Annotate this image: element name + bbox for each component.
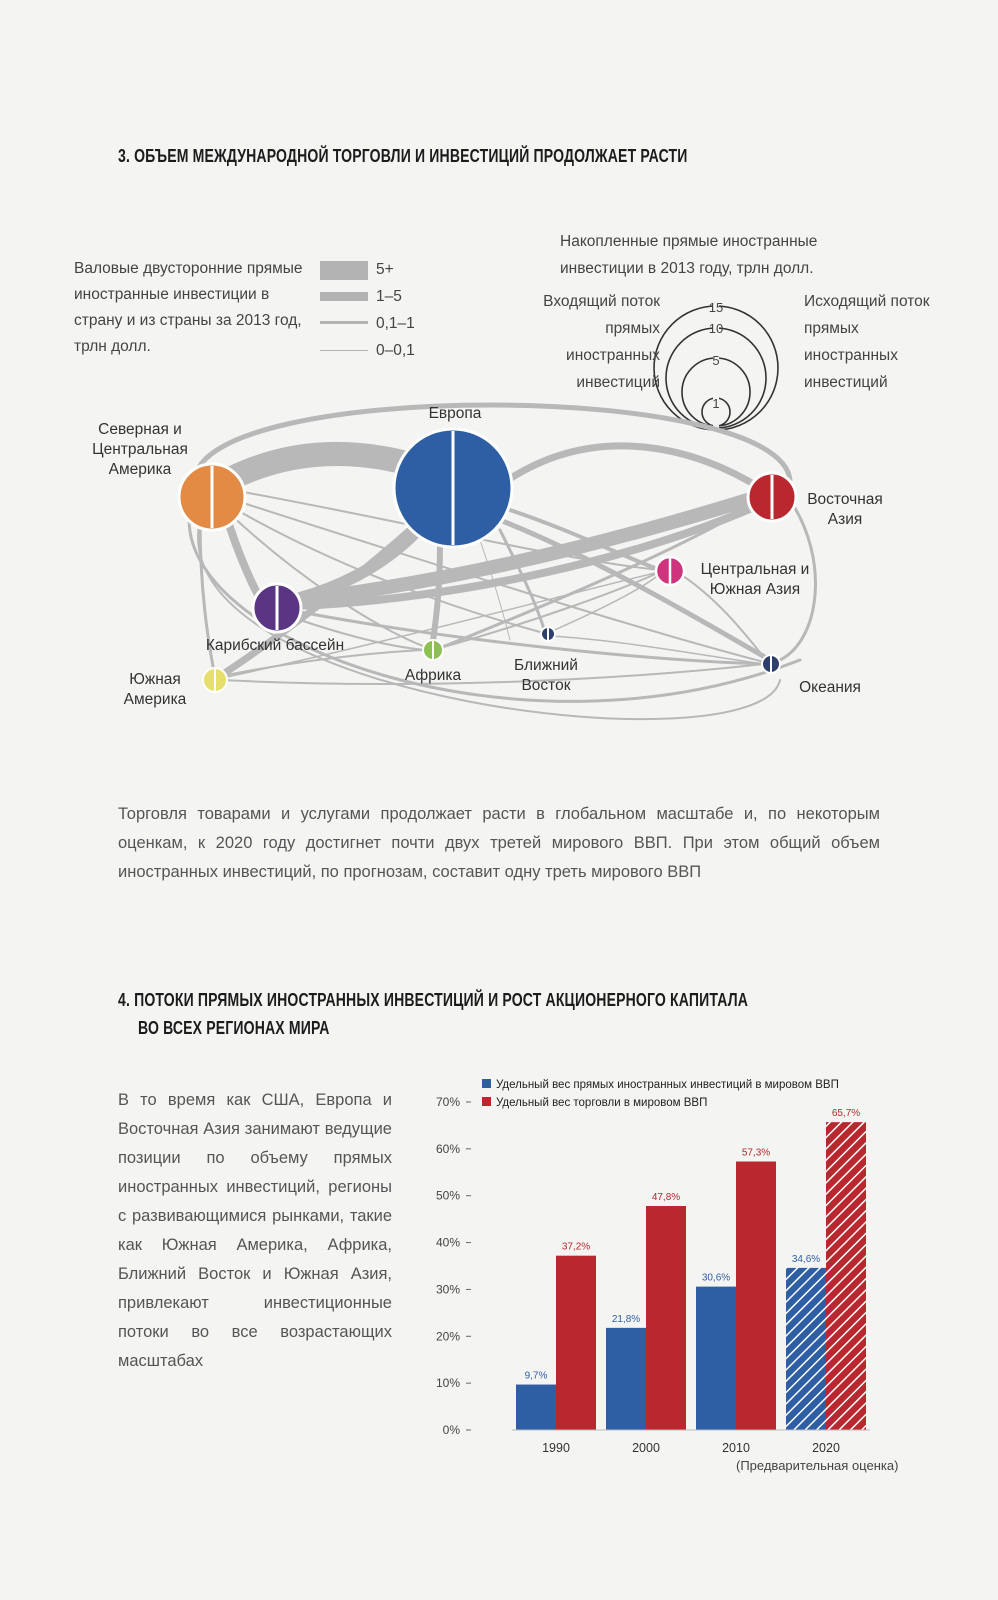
bar-value-label: 9,7% bbox=[524, 1370, 548, 1382]
flow-na-caribbean bbox=[226, 515, 260, 598]
y-tick-label: 60% bbox=[435, 1141, 460, 1156]
x-axis bbox=[512, 1430, 870, 1455]
legend-swatch-0-01 bbox=[320, 350, 368, 351]
section-4-title-line-2: ВО ВСЕХ РЕГИОНАХ МИРА bbox=[138, 1018, 330, 1038]
label-caribbean: Карибский бассейн bbox=[205, 637, 345, 654]
node-east-asia[interactable] bbox=[748, 473, 796, 521]
size-label-1: 1 bbox=[712, 396, 720, 411]
label-europe: Европа bbox=[428, 405, 482, 422]
node-middle-east[interactable] bbox=[541, 627, 555, 641]
size-label-15: 15 bbox=[708, 300, 724, 315]
legend-label: Удельный вес прямых иностранных инвестиций в мировом ВВП bbox=[496, 1079, 839, 1091]
label-middle-east: Ближний Восток bbox=[514, 657, 578, 694]
y-tick-label: 20% bbox=[435, 1329, 460, 1344]
chart-estimate-note: (Предварительная оценка) bbox=[736, 1458, 899, 1473]
bars bbox=[516, 1108, 866, 1430]
bar-trade-2020 bbox=[826, 1122, 866, 1430]
bar-value-label: 47,8% bbox=[651, 1192, 681, 1204]
node-south-america[interactable] bbox=[203, 668, 227, 692]
bar-value-label: 57,3% bbox=[741, 1147, 771, 1159]
x-category-label: 1990 bbox=[542, 1441, 570, 1455]
section-4-title-line-1: 4. ПОТОКИ ПРЯМЫХ ИНОСТРАННЫХ ИНВЕСТИЦИЙ И РОСТ АКЦИОНЕРНОГО КАПИТАЛА bbox=[118, 990, 749, 1010]
legend-label: Удельный вес торговли в мировом ВВП bbox=[496, 1097, 708, 1109]
legend-scale-5plus: 5+ bbox=[376, 261, 394, 278]
node-oceania[interactable] bbox=[762, 655, 780, 673]
bar-trade-2010 bbox=[736, 1162, 776, 1430]
bar-value-label: 34,6% bbox=[791, 1253, 821, 1265]
y-tick-label: 70% bbox=[435, 1095, 460, 1109]
flow-europe-eastasia bbox=[508, 446, 760, 488]
size-label-10: 10 bbox=[708, 321, 724, 336]
section-3-paragraph: Торговля товарами и услугами продолжает расти в глобальном масштабе и, по некоторым оценкам, к 2020 году достигнет почти двух третей мирового ВВП. При этом общий объем иностранных инвестиций, по прогнозам, составит одну треть мирового ВВП bbox=[118, 805, 880, 881]
legend-swatch-1-5 bbox=[320, 292, 368, 301]
node-caribbean[interactable] bbox=[253, 584, 301, 632]
bar-value-label: 65,7% bbox=[831, 1108, 861, 1120]
y-tick-label: 10% bbox=[435, 1376, 460, 1391]
bar-trade-2000 bbox=[646, 1206, 686, 1430]
bar-fdi-2010 bbox=[696, 1287, 736, 1430]
fdi-trade-bar-chart bbox=[420, 1079, 940, 1510]
bar-value-label: 30,6% bbox=[701, 1272, 731, 1284]
node-europe[interactable] bbox=[394, 429, 512, 547]
stock-legend-title: Накопленные прямые иностранные инвестиции в 2013 году, трлн долл. bbox=[560, 233, 818, 277]
y-tick-label: 50% bbox=[435, 1188, 460, 1203]
bar-fdi-2020 bbox=[786, 1268, 826, 1430]
x-category-label: 2020 bbox=[812, 1441, 840, 1455]
label-oceania: Океания bbox=[799, 679, 861, 696]
legend-scale-1-5: 1–5 bbox=[376, 288, 402, 305]
flow-middleeast-csasia bbox=[550, 574, 660, 632]
bar-fdi-1990 bbox=[516, 1385, 556, 1430]
legend-scale-01-1: 0,1–1 bbox=[376, 315, 415, 332]
bar-trade-1990 bbox=[556, 1256, 596, 1430]
size-label-5: 5 bbox=[712, 353, 720, 368]
x-category-label: 2010 bbox=[722, 1441, 750, 1455]
y-tick-label: 30% bbox=[435, 1282, 460, 1297]
outflow-label: Исходящий поток прямых иностранных инвестиций bbox=[804, 293, 930, 391]
section-4-paragraph: В то время как США, Европа и Восточная Азия занимают ведущие позиции по объему прямых иностранных инвестиций, регионы с развивающимися рынками, такие как Южная Америка, Африка, Ближний Восток и Южная Азия, привлекают инвестиционные потоки во все возрастающих масштабах bbox=[118, 1091, 392, 1370]
legend-scale-0-01: 0–0,1 bbox=[376, 342, 415, 359]
node-africa[interactable] bbox=[423, 640, 443, 660]
legend-swatch bbox=[482, 1079, 491, 1088]
flow-sa-oceania bbox=[222, 664, 764, 684]
label-africa: Африка bbox=[404, 667, 462, 684]
x-category-label: 2000 bbox=[632, 1441, 660, 1455]
flow-na-europe bbox=[232, 454, 410, 478]
section-3-title: 3. ОБЪЕМ МЕЖДУНАРОДНОЙ ТОРГОВЛИ И ИНВЕСТИЦИЙ ПРОДОЛЖАЕТ РАСТИ bbox=[118, 146, 688, 166]
label-central-south-asia: Центральная и Южная Азия bbox=[700, 561, 810, 598]
node-central-south-asia[interactable] bbox=[656, 557, 684, 585]
legend-swatch-01-1 bbox=[320, 321, 368, 324]
flow-legend-description: Валовые двусторонние прямые иностранные инвестиции в страну и из страны за 2013 год, трлн долл. bbox=[74, 260, 303, 355]
chart-legend-items bbox=[482, 1079, 839, 1109]
label-north-america: Северная и Центральная Америка bbox=[92, 421, 188, 478]
bar-value-label: 21,8% bbox=[611, 1313, 641, 1325]
label-east-asia: Восточная Азия bbox=[807, 491, 883, 528]
inflow-label: Входящий поток прямых иностранных инвестиций bbox=[543, 293, 660, 391]
flow-legend-swatches bbox=[320, 261, 368, 351]
y-tick-label: 0% bbox=[442, 1423, 460, 1437]
y-tick-label: 40% bbox=[435, 1235, 460, 1250]
bar-fdi-2000 bbox=[606, 1328, 646, 1430]
label-south-america: Южная Америка bbox=[123, 671, 187, 708]
legend-swatch-5plus bbox=[320, 261, 368, 280]
legend-swatch bbox=[482, 1097, 491, 1106]
y-axis bbox=[436, 1095, 471, 1437]
bar-value-label: 37,2% bbox=[561, 1241, 591, 1253]
